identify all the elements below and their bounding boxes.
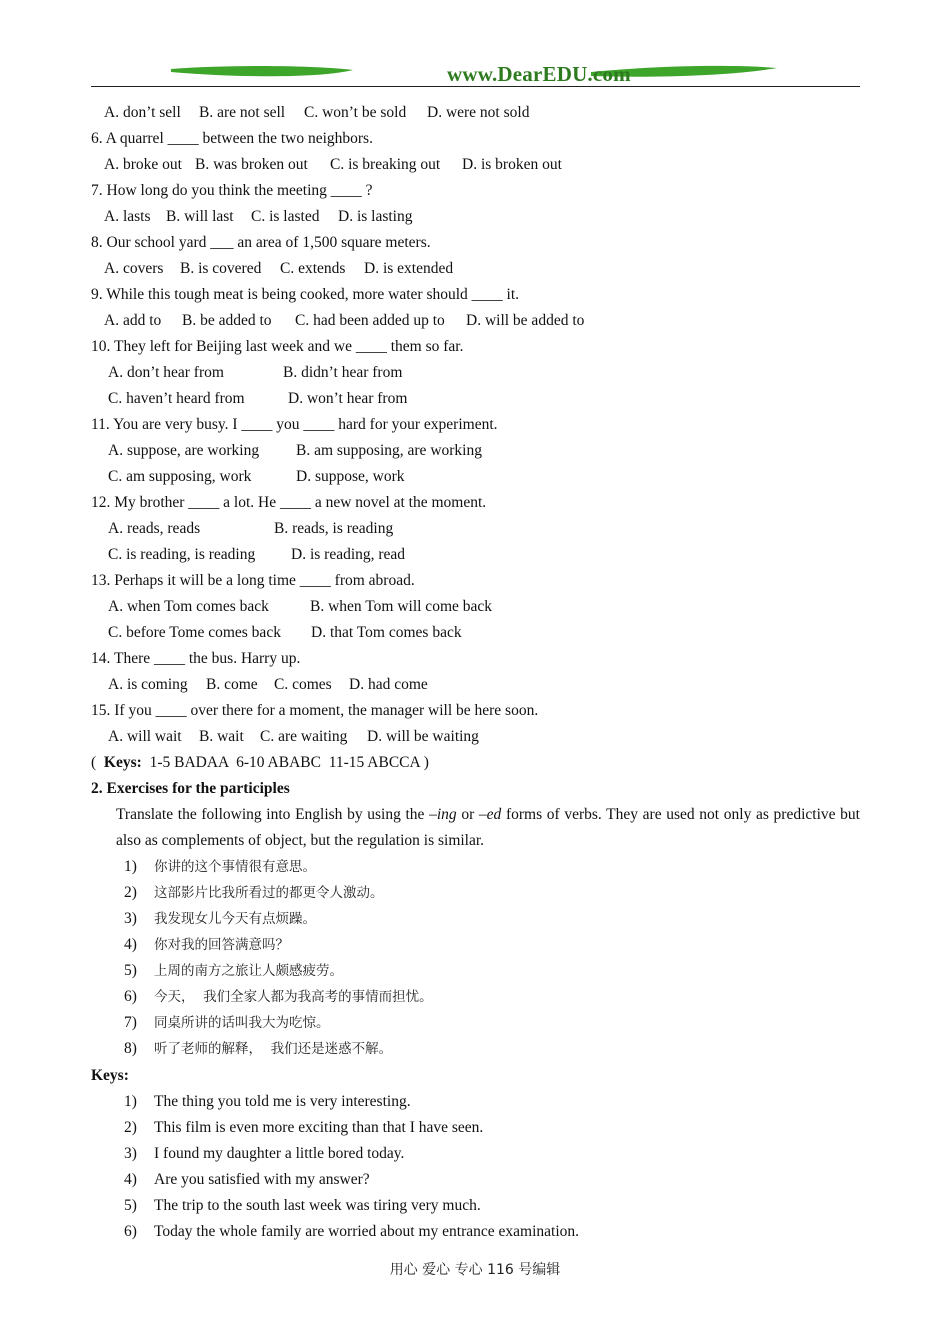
option: C. is breaking out <box>330 156 441 173</box>
question-10-stem: 10. They left for Beijing last week and we ____ them so far. <box>91 338 464 355</box>
option: A. reads, reads <box>108 520 201 537</box>
answer-sentence: I found my daughter a little bored today. <box>154 1145 405 1162</box>
option: D. is lasting <box>338 208 413 225</box>
option: B. am supposing, are working <box>296 442 482 459</box>
option: B. didn’t hear from <box>283 364 403 381</box>
chinese-sentence: 今天， 我们全家人都为我高考的事情而担忧。 <box>154 989 433 1005</box>
option: D. will be added to <box>466 312 585 329</box>
instructions-text: forms of verbs. They are used not only as predictive but also as complements of object, but the regulation is similar. <box>116 806 860 849</box>
question-9-stem: 9. While this tough meat is being cooked, more water should ____ it. <box>91 286 520 303</box>
answer-keys-line <box>91 753 429 773</box>
option: A. don’t hear from <box>108 364 224 381</box>
option: A. lasts <box>104 208 151 225</box>
option: A. suppose, are working <box>108 442 260 459</box>
chinese-sentence: 听了老师的解释， 我们还是迷惑不解。 <box>154 1041 393 1057</box>
option: A. don’t sell <box>104 104 181 121</box>
option: D. that Tom comes back <box>311 624 462 641</box>
option: B. reads, is reading <box>274 520 394 537</box>
option: C. am supposing, work <box>108 468 252 485</box>
option: D. had come <box>349 676 428 693</box>
option: D. is extended <box>364 260 454 277</box>
question-11-stem: 11. You are very busy. I ____ you ____ hard for your experiment. <box>91 416 498 433</box>
answer-sentence: The trip to the south last week was tiring very much. <box>154 1197 481 1214</box>
option: D. is broken out <box>462 156 562 173</box>
item-number: 6) <box>124 988 137 1005</box>
option: B. when Tom will come back <box>310 598 493 615</box>
option: C. before Tome comes back <box>108 624 281 641</box>
keys-title: Keys: <box>91 1067 129 1084</box>
item-number: 6) <box>124 1223 137 1240</box>
option: B. is covered <box>180 260 262 277</box>
option: B. are not sell <box>199 104 286 121</box>
section-2-instructions <box>116 802 860 854</box>
item-number: 1) <box>124 858 137 875</box>
page-header <box>91 60 860 90</box>
option: D. won’t hear from <box>288 390 408 407</box>
chinese-sentence: 你对我的回答满意吗？ <box>154 937 289 953</box>
answer-sentence: The thing you told me is very interesting. <box>154 1093 411 1110</box>
item-number: 5) <box>124 1197 137 1214</box>
page-footer: 用心 爱心 专心 116 号编辑 <box>389 1262 561 1278</box>
answer-sentence: Are you satisfied with my answer? <box>154 1171 370 1188</box>
item-number: 8) <box>124 1040 137 1057</box>
option: A. when Tom comes back <box>108 598 269 615</box>
chinese-sentence: 这部影片比我所看过的都更令人激动。 <box>154 885 384 901</box>
item-number: 2) <box>124 1119 137 1136</box>
option: A. add to <box>104 312 162 329</box>
item-number: 4) <box>124 936 137 953</box>
option: C. is reading, is reading <box>108 546 256 563</box>
option: C. haven’t heard from <box>108 390 245 407</box>
option: D. were not sold <box>427 104 530 121</box>
option: B. will last <box>166 208 234 225</box>
option: C. had been added up to <box>295 312 445 329</box>
option: A. is coming <box>108 676 188 693</box>
keys-label: Keys: <box>103 754 142 771</box>
question-8-stem: 8. Our school yard ___ an area of 1,500 square meters. <box>91 234 431 251</box>
option: A. broke out <box>104 156 182 173</box>
header-rule <box>91 86 860 87</box>
item-number: 4) <box>124 1171 137 1188</box>
instructions-text: Translate the following into English by using the <box>116 806 430 823</box>
question-14-stem: 14. There ____ the bus. Harry up. <box>91 650 301 667</box>
instructions-or: or <box>456 806 479 823</box>
option: D. is reading, read <box>291 546 406 563</box>
keys-open-paren: ( <box>91 754 97 771</box>
section-2-title: 2. Exercises for the participles <box>91 780 290 797</box>
item-number: 3) <box>124 910 137 927</box>
answer-sentence: This film is even more exciting than that I have seen. <box>154 1119 484 1136</box>
ed-form: –ed <box>478 806 502 823</box>
option: B. was broken out <box>195 156 308 173</box>
option: C. extends <box>280 260 346 277</box>
item-number: 3) <box>124 1145 137 1162</box>
question-6-stem: 6. A quarrel ____ between the two neighbors. <box>91 130 373 147</box>
site-logo-text: www.DearEDU.com <box>447 62 631 86</box>
option: B. come <box>206 676 258 693</box>
option: D. suppose, work <box>296 468 405 485</box>
chinese-sentence: 上周的南方之旅让人颇感疲劳。 <box>154 963 343 979</box>
option: A. covers <box>104 260 164 277</box>
option: B. be added to <box>182 312 272 329</box>
question-15-stem: 15. If you ____ over there for a moment, the manager will be here soon. <box>91 702 539 719</box>
option: D. will be waiting <box>367 728 479 745</box>
option: B. wait <box>199 728 244 745</box>
chinese-sentence: 同桌所讲的话叫我大为吃惊。 <box>154 1015 330 1031</box>
answer-sentence: Today the whole family are worried about my entrance examination. <box>154 1223 580 1240</box>
item-number: 1) <box>124 1093 137 1110</box>
item-number: 2) <box>124 884 137 901</box>
question-12-stem: 12. My brother ____ a lot. He ____ a new novel at the moment. <box>91 494 487 511</box>
chinese-sentence: 你讲的这个事情很有意思。 <box>154 859 316 875</box>
option: C. won’t be sold <box>304 104 407 121</box>
item-number: 7) <box>124 1014 137 1031</box>
item-number: 5) <box>124 962 137 979</box>
option: C. is lasted <box>251 208 320 225</box>
option: A. will wait <box>108 728 182 745</box>
ing-form: –ing <box>429 806 457 823</box>
keys-text: 1-5 BADAA 6-10 ABABC 11-15 ABCCA ) <box>149 754 429 771</box>
option: C. comes <box>274 676 332 693</box>
question-7-stem: 7. How long do you think the meeting ____ ? <box>91 182 373 199</box>
option: C. are waiting <box>260 728 348 745</box>
chinese-sentence: 我发现女儿今天有点烦躁。 <box>154 911 316 927</box>
question-13-stem: 13. Perhaps it will be a long time ____ from abroad. <box>91 572 415 589</box>
